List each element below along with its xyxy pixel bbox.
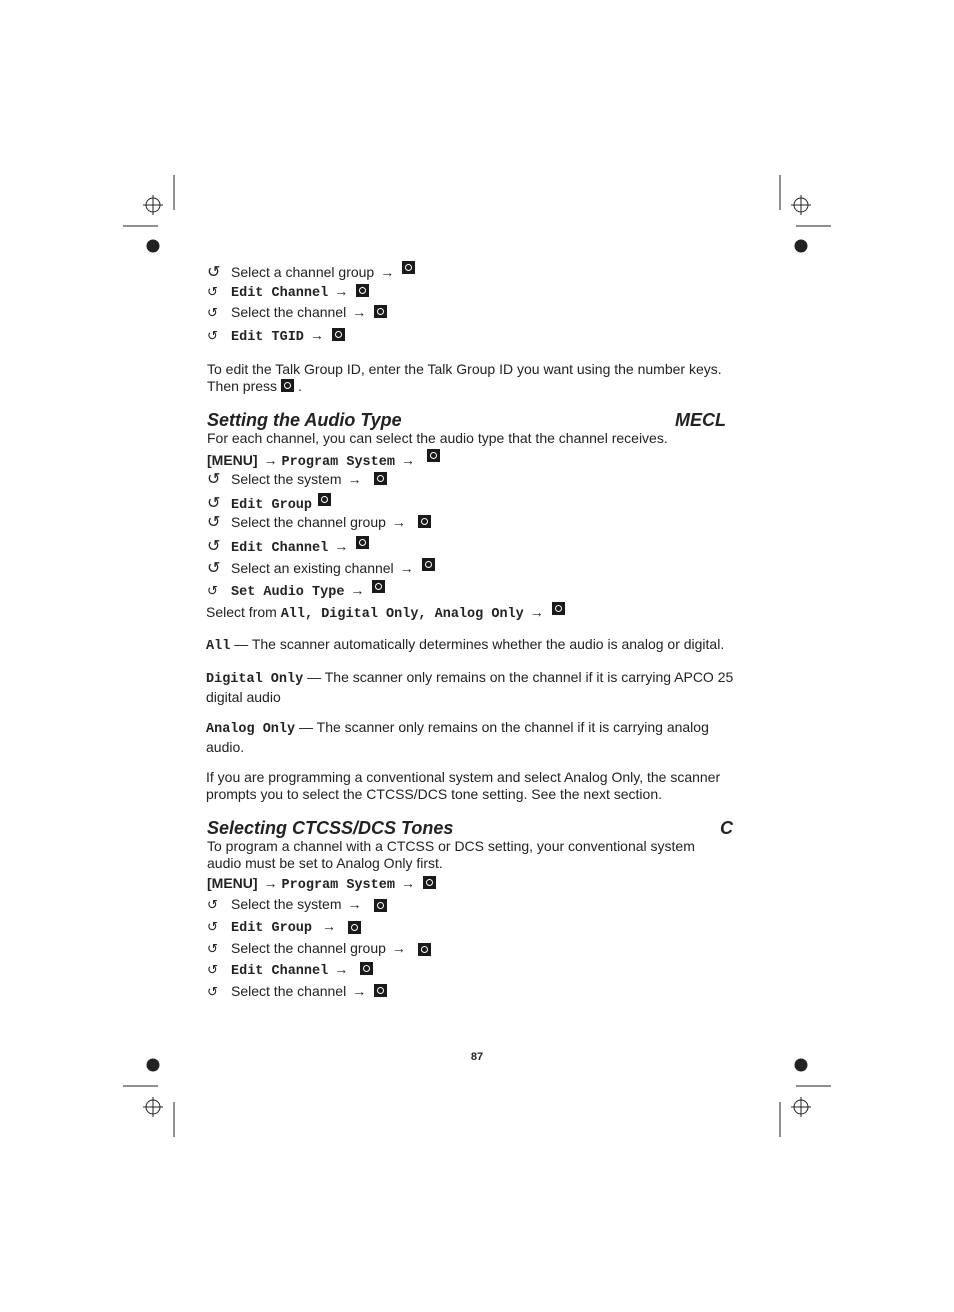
- arrow-icon: →: [309, 327, 324, 343]
- menu-option: Edit Channel: [231, 286, 329, 301]
- definition-desc: — The scanner automatically determines whether the audio is analog or digital.: [234, 636, 725, 652]
- enter-key-icon: [418, 515, 431, 528]
- step-label: Select an existing channel: [231, 560, 394, 576]
- arrow-icon: →: [391, 940, 406, 956]
- step-select-system: [207, 471, 387, 488]
- arrow-icon: →: [380, 264, 395, 280]
- menu-path: [207, 875, 436, 894]
- paragraph-line: To edit the Talk Group ID, enter the Talk Group ID you want using the number keys.: [207, 361, 722, 377]
- rotate-dial-icon: ↺: [207, 919, 218, 934]
- section-intro: For each channel, you can select the audio type that the channel receives.: [207, 430, 668, 446]
- menu-option: Set Audio Type: [231, 585, 345, 600]
- page-number: 87: [470, 1051, 484, 1063]
- enter-key-icon: [423, 876, 436, 889]
- arrow-icon: →: [334, 961, 349, 977]
- menu-option: Edit Group: [231, 921, 313, 936]
- arrow-icon: →: [263, 875, 278, 891]
- step-label: Select the channel: [231, 983, 347, 999]
- step-set-audio-type: [207, 580, 385, 601]
- rotate-dial-icon: ↺: [207, 583, 218, 598]
- top-left-registration-mark: [123, 175, 174, 252]
- definition-all: [206, 636, 751, 656]
- rotate-dial-icon: ↺: [207, 305, 218, 320]
- arrow-icon: →: [347, 896, 362, 912]
- bottom-left-registration-mark: [123, 1059, 174, 1137]
- enter-key-icon: [372, 580, 385, 593]
- arrow-icon: →: [399, 560, 414, 576]
- enter-key-icon: [418, 943, 431, 956]
- enter-key-icon: [422, 558, 435, 571]
- enter-key-icon: [318, 493, 331, 506]
- select-from-line: [206, 602, 565, 623]
- rotate-dial-icon: ↺: [207, 495, 221, 512]
- arrow-icon: →: [334, 283, 349, 299]
- arrow-icon: →: [400, 875, 415, 891]
- enter-key-icon: [374, 472, 387, 485]
- tgid-paragraph: [207, 361, 747, 394]
- menu-option: Program System: [281, 878, 395, 893]
- rotate-dial-icon: ↺: [207, 538, 221, 555]
- arrow-icon: →: [391, 514, 406, 530]
- enter-key-icon: [374, 899, 387, 912]
- step-label: Select the channel group: [231, 514, 386, 530]
- rotate-dial-icon: ↺: [207, 328, 218, 343]
- section-mode-tag: MECL: [675, 410, 726, 430]
- arrow-icon: →: [347, 471, 362, 487]
- rotate-dial-icon: ↺: [207, 514, 221, 531]
- step-edit-channel: [207, 536, 369, 557]
- enter-key-icon: [348, 921, 361, 934]
- arrow-icon: →: [334, 538, 349, 554]
- enter-key-icon: [374, 984, 387, 997]
- rotate-dial-icon: ↺: [207, 941, 218, 956]
- step-select-system: [207, 896, 387, 913]
- step-edit-channel: [207, 961, 373, 980]
- menu-key: [MENU]: [207, 875, 258, 891]
- definition-term: Analog Only: [206, 722, 296, 737]
- arrow-icon: →: [529, 604, 544, 620]
- analog-note: If you are programming a conventional system and select Analog Only, the scanner prompts you to select the CTCSS/DCS tone setting. See the next section.: [206, 769, 721, 802]
- rotate-dial-icon: ↺: [207, 471, 221, 488]
- rotate-dial-icon: ↺: [207, 984, 218, 999]
- step-label: Select a channel group: [231, 264, 375, 280]
- enter-key-icon: [356, 536, 369, 549]
- step-label: Select from: [206, 604, 277, 620]
- section-intro: To program a channel with a CTCSS or DCS setting, your conventional system audio must be set to Analog Only first.: [207, 838, 695, 871]
- menu-option: Edit TGID: [231, 330, 304, 345]
- menu-key: [MENU]: [207, 452, 258, 468]
- rotate-dial-icon: ↺: [207, 284, 218, 299]
- step-select-channel-group: [207, 940, 431, 957]
- step-select-channel-group: [207, 261, 415, 281]
- enter-key-icon: [356, 284, 369, 297]
- definition-digital-only: [206, 669, 741, 705]
- menu-option: Edit Channel: [231, 964, 329, 979]
- step-label: Select the system: [231, 471, 342, 487]
- menu-path: [207, 449, 440, 471]
- step-edit-group: [207, 918, 361, 937]
- menu-option: Program System: [281, 455, 395, 470]
- bottom-right-registration-mark: [780, 1059, 831, 1137]
- enter-key-icon: [374, 305, 387, 318]
- definition-analog-only: [206, 719, 741, 755]
- paragraph-line: Then press .: [207, 377, 302, 394]
- top-right-registration-mark: [780, 175, 831, 252]
- rotate-dial-icon: ↺: [207, 264, 221, 281]
- definition-term: Digital Only: [206, 672, 304, 687]
- rotate-dial-icon: ↺: [207, 560, 221, 577]
- step-select-channel: [207, 304, 387, 321]
- step-label: Select the system: [231, 896, 342, 912]
- step-select-existing-channel: [207, 558, 435, 577]
- arrow-icon: →: [352, 983, 367, 999]
- step-select-channel-group: [207, 514, 431, 531]
- enter-key-icon: [332, 328, 345, 341]
- enter-key-icon: [427, 449, 440, 462]
- definition-desc: — The scanner only remains on the channel if it is carrying analog audio.: [206, 719, 709, 755]
- section-title: Setting the Audio Type: [207, 410, 402, 430]
- enter-key-icon: [281, 379, 294, 392]
- arrow-icon: →: [352, 304, 367, 320]
- rotate-dial-icon: ↺: [207, 897, 218, 912]
- step-edit-tgid: [207, 327, 345, 346]
- arrow-icon: →: [400, 452, 415, 468]
- step-label: Select the channel: [231, 304, 347, 320]
- menu-option: Edit Channel: [231, 541, 329, 556]
- definition-term: All: [206, 639, 231, 654]
- arrow-icon: →: [350, 582, 365, 598]
- arrow-icon: →: [322, 918, 337, 934]
- rotate-dial-icon: ↺: [207, 962, 218, 977]
- step-label: Select the channel group: [231, 940, 386, 956]
- enter-key-icon: [552, 602, 565, 615]
- step-edit-channel: [207, 283, 369, 302]
- definition-desc: — The scanner only remains on the channel if it is carrying APCO 25 digital audio: [206, 669, 734, 705]
- section-title: Selecting CTCSS/DCS Tones: [207, 818, 454, 838]
- enter-key-icon: [360, 962, 373, 975]
- section-mode-tag: C: [720, 818, 733, 838]
- enter-key-icon: [402, 261, 415, 274]
- step-select-channel: [207, 983, 387, 1000]
- arrow-icon: →: [263, 452, 278, 468]
- menu-option: Edit Group: [231, 498, 313, 513]
- menu-options: All, Digital Only, Analog Only: [280, 607, 524, 622]
- step-edit-group: [207, 493, 331, 514]
